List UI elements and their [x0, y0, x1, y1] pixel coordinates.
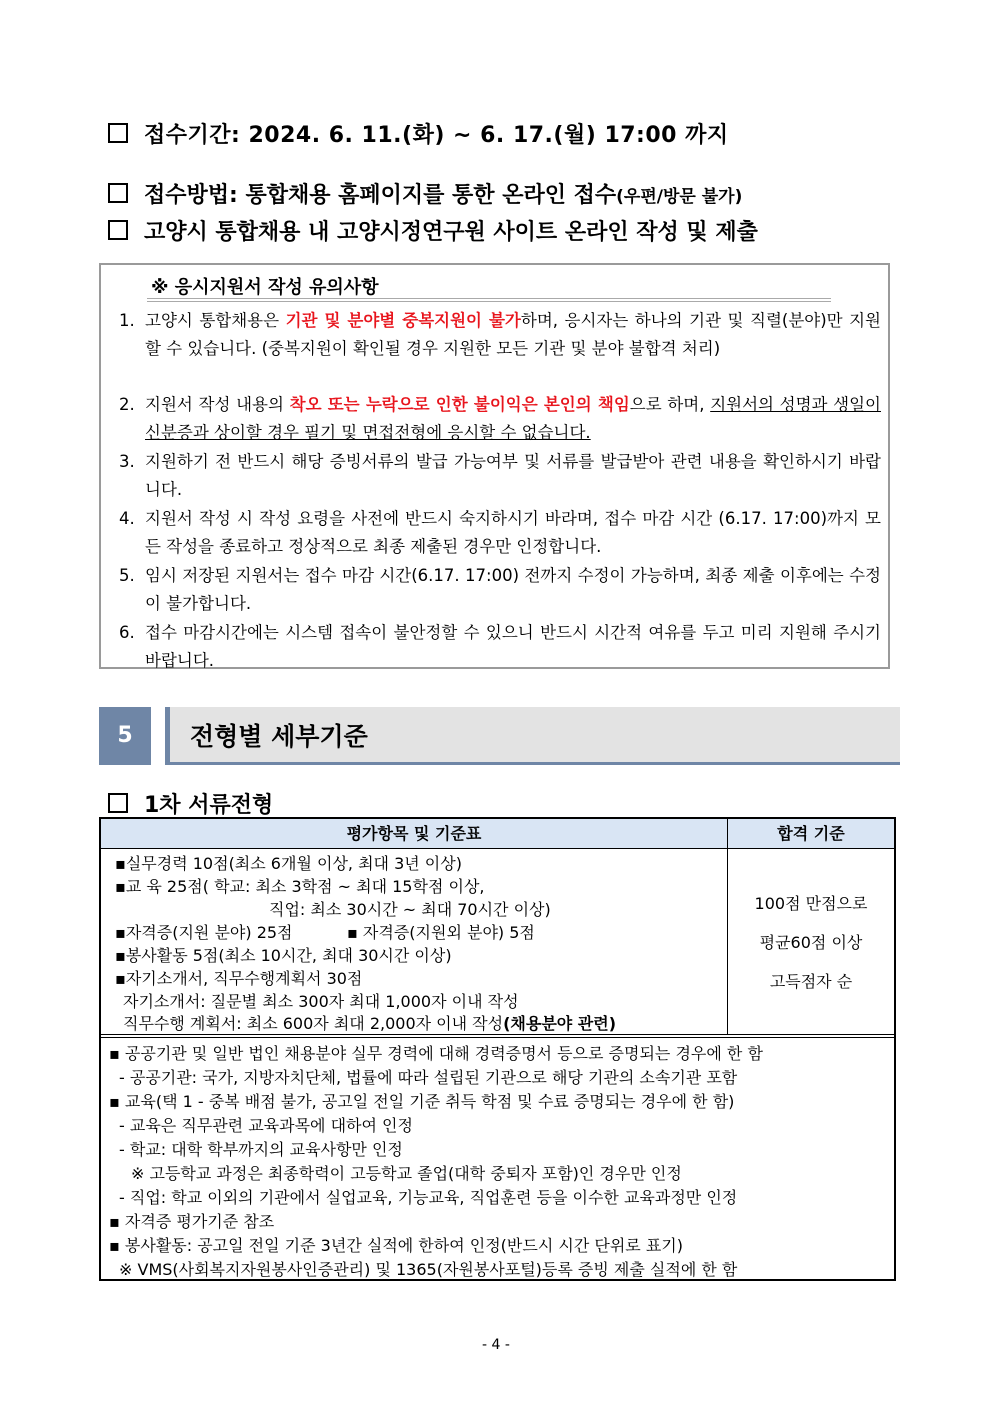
notice-item: 6. 접수 마감시간에는 시스템 접속이 불안정할 수 있으니 반드시 시간적 여유를 두고 미리 지원해 주시기 바랍니다. [119, 623, 881, 670]
section-number: 5 [99, 707, 151, 765]
criteria-item: 직업: 최소 30시간 ~ 최대 70시간 이상) [269, 900, 551, 919]
note-line: ▪ 봉사활동: 공고일 전일 기준 3년간 실적에 한하여 인정(반드시 시간 단위로 표기) [109, 1236, 683, 1255]
application-site: 고양시 통합채용 내 고양시정연구원 사이트 온라인 작성 및 제출 [108, 215, 758, 246]
divider [147, 301, 831, 302]
criteria-item: ▪실무경력 10점(최소 6개월 이상, 최대 3년 이상) [115, 854, 462, 873]
notice-item: 1. 고양시 통합채용은 기관 및 분야별 중복지원이 불가하며, 응시자는 하나의 기관 및 직렬(분야)만 지원할 수 있습니다. (중복지원이 확인될 경우 지원한 모든 기관 및 분야 불합격 처리) [119, 311, 881, 358]
note-line: ▪ 교육(택 1 - 중복 배점 불가, 공고일 전일 기준 취득 학점 및 수료 증명되는 경우에 한 함) [109, 1092, 735, 1111]
criteria-item: ▪ 자격증(지원외 분야) 5점 [347, 923, 535, 942]
note-line: - 학교: 대학 학부까지의 교육사항만 인정 [119, 1140, 403, 1159]
pass-criteria-line: 100점 만점으로 [754, 894, 868, 913]
criteria-item: ▪자기소개서, 직무수행계획서 30점 [115, 969, 363, 988]
pass-criteria-line: 평균60점 이상 [759, 933, 863, 952]
divider [101, 1034, 894, 1035]
note-line: ▪ 자격증 평가기준 참조 [109, 1212, 275, 1231]
pass-criteria-line: 고득점자 순 [769, 972, 853, 991]
checkbox-square-icon [108, 123, 128, 143]
application-period: 접수기간: 2024. 6. 11.(화) ~ 6. 17.(월) 17:00 까지 [108, 118, 729, 149]
note-line: - 직업: 학교 이외의 기관에서 실업교육, 기능교육, 직업훈련 등을 이수한 교육과정만 인정 [119, 1188, 738, 1207]
section-title: 전형별 세부기준 [190, 722, 368, 751]
table-header-criteria: 평가항목 및 기준표 [101, 819, 728, 849]
note-line: ※ VMS(사회복지자원봉사인증관리) 및 1365(자원봉사포털)등록 증빙 제출 실적에 한 함 [119, 1260, 738, 1279]
notice-item: 2. 지원서 작성 내용의 착오 또는 누락으로 인한 불이익은 본인의 책임으로 하며, 지원서의 성명과 생일이 신분증과 상이할 경우 필기 및 면접전형에 응시할 수 없습니다. [119, 395, 881, 442]
note-line: ▪ 공공기관 및 일반 법인 채용분야 실무 경력에 대해 경력증명서 등으로 증명되는 경우에 한 함 [109, 1044, 763, 1063]
divider [147, 298, 831, 299]
note-line: - 교육은 직무관련 교육과목에 대하여 인정 [119, 1116, 413, 1135]
page-number: - 4 - [482, 1337, 510, 1353]
notice-item: 3. 지원하기 전 반드시 해당 증빙서류의 발급 가능여부 및 서류를 발급받아 관련 내용을 확인하시기 바랍니다. [119, 452, 881, 499]
application-method: 접수방법: 통합채용 홈페이지를 통한 온라인 접수(우편/방문 불가) [108, 178, 742, 209]
note-line: - 공공기관: 국가, 지방자치단체, 법률에 따라 설립된 기관으로 해당 기관의 소속기관 포함 [119, 1068, 738, 1087]
checkbox-square-icon [108, 183, 128, 203]
criteria-item: 직무수행 계획서: 최소 600자 최대 2,000자 이내 작성(채용분야 관련) [123, 1014, 617, 1033]
notice-box [99, 263, 890, 669]
stage1-heading: 1차 서류전형 [108, 788, 273, 819]
criteria-item: ▪봉사활동 5점(최소 10시간, 최대 30시간 이상) [115, 946, 452, 965]
criteria-item: 자기소개서: 질문별 최소 300자 최대 1,000자 이내 작성 [123, 992, 519, 1011]
criteria-item: ▪교 육 25점( 학교: 최소 3학점 ~ 최대 15학점 이상, [115, 877, 485, 896]
section-accent [165, 707, 170, 765]
notice-title: ※ 응시지원서 작성 유의사항 [151, 277, 379, 298]
evaluation-table [99, 817, 896, 1281]
note-line: ※ 고등학교 과정은 최종학력이 고등학교 졸업(대학 중퇴자 포함)인 경우만 인정 [131, 1164, 682, 1183]
divider [101, 1037, 894, 1038]
criteria-item: ▪자격증(지원 분야) 25점 [115, 923, 293, 942]
notice-item: 4. 지원서 작성 시 작성 요령을 사전에 반드시 숙지하시기 바라며, 접수 마감 시간 (6.17. 17:00)까지 모든 작성을 종료하고 정상적으로 최종 제출된 경우만 인정합니다. [119, 509, 881, 556]
checkbox-square-icon [108, 793, 128, 813]
table-header-pass: 합격 기준 [728, 819, 894, 849]
notice-item: 5. 임시 저장된 지원서는 접수 마감 시간(6.17. 17:00) 전까지 수정이 가능하며, 최종 제출 이후에는 수정이 불가합니다. [119, 566, 881, 613]
checkbox-square-icon [108, 220, 128, 240]
